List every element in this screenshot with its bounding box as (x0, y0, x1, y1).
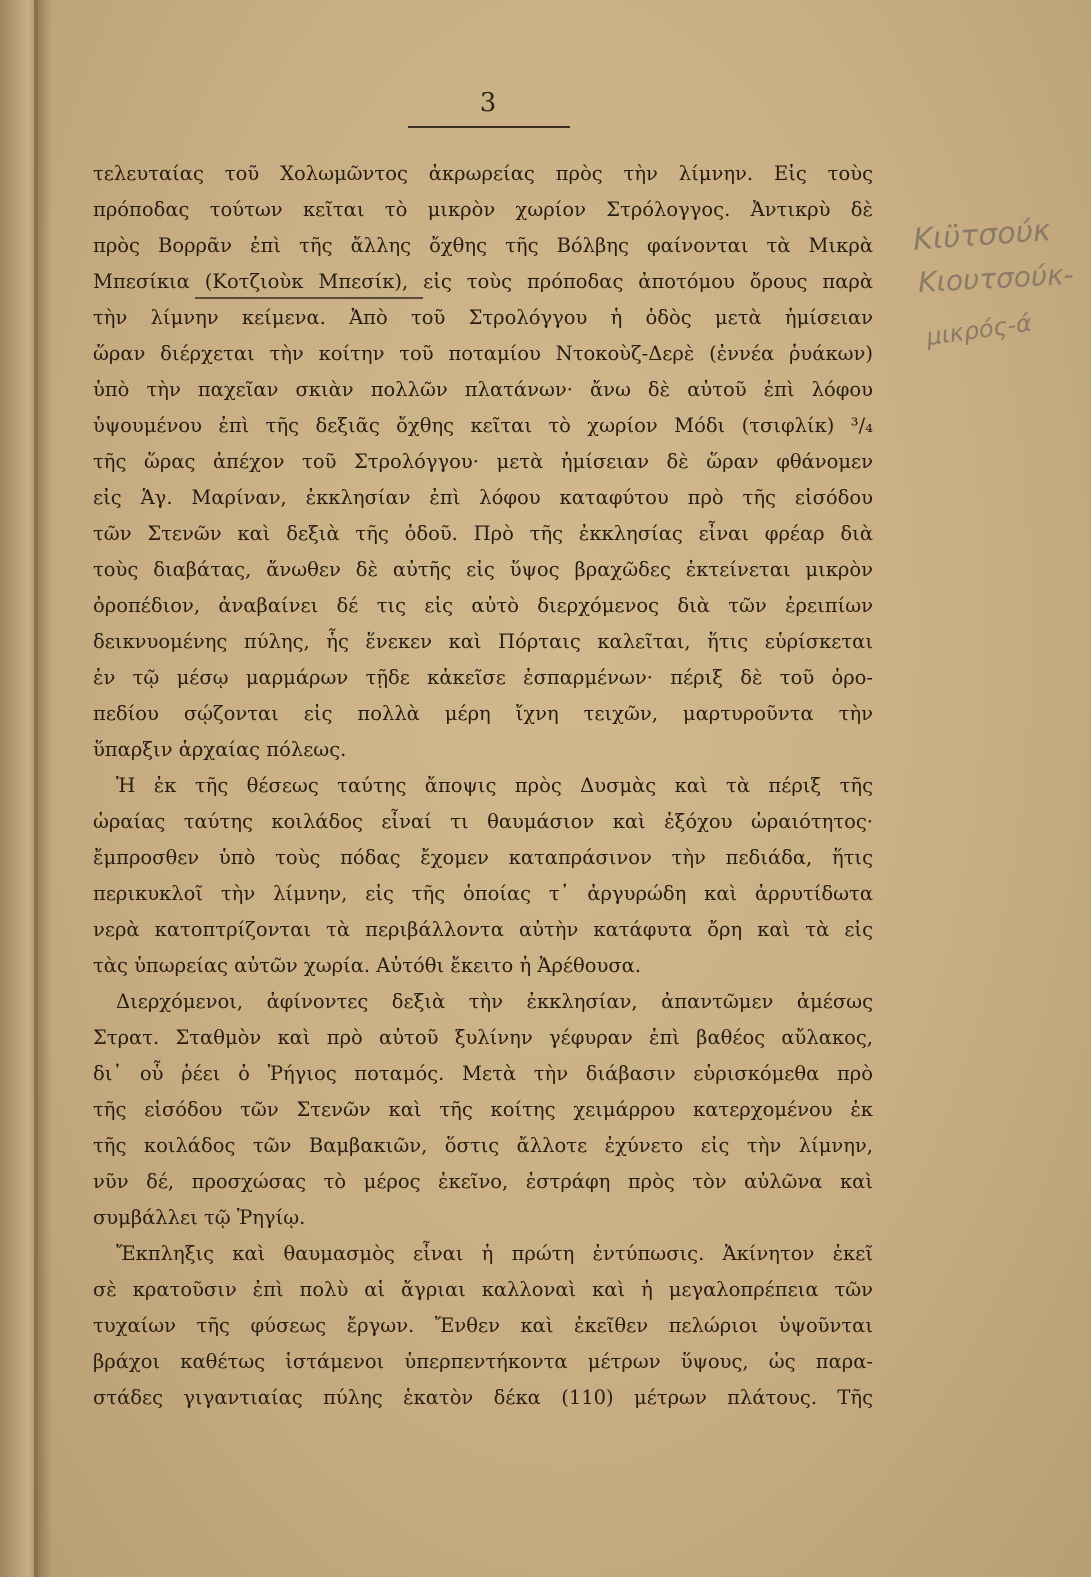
text-line: ὑπὸ τὴν παχεῖαν σκιὰν πολλῶν πλατάνων· ἄνω δὲ αὐτοῦ ἐπὶ λόφου (93, 378, 873, 401)
text-line: ὀροπέδιον, ἀναβαίνει δέ τις εἰς αὐτὸ διερχόμενος διὰ τῶν ἐρειπίων (93, 594, 873, 617)
text-line: τοὺς διαβάτας, ἄνωθεν δὲ αὐτῆς εἰς ὕψος βραχῶδες ἐκτείνεται μικρὸν (93, 558, 873, 581)
text-line: εἰς Ἁγ. Μαρίναν, ἐκκλησίαν ἐπὶ λόφου καταφύτου πρὸ τῆς εἰσόδου (93, 486, 873, 509)
text-line: τὴν λίμνην κείμενα. Ἀπὸ τοῦ Στρολόγγου ἡ ὁδὸς μετὰ ἡμίσειαν (93, 306, 873, 329)
text-line: τὰς ὑπωρείας αὐτῶν χωρία. Αὐτόθι ἔκειτο ἡ Ἀρέθουσα. (93, 954, 642, 977)
margin-note: Κιϋτσούκ (911, 213, 1052, 258)
text-line: Μπεσίκια (Κοτζιοὺκ Μπεσίκ), εἰς τοὺς πρόποδας ἀποτόμου ὄρους παρὰ (93, 270, 873, 293)
text-line: τῆς ὥρας ἀπέχον τοῦ Στρολόγγου· μετὰ ἡμίσειαν δὲ ὥραν φθάνομεν (93, 450, 873, 473)
text-line: τυχαίων τῆς φύσεως ἔργων. Ἔνθεν καὶ ἐκεῖθεν πελώριοι ὑψοῦνται (93, 1314, 873, 1337)
text-line: τῶν Στενῶν καὶ δεξιὰ τῆς ὁδοῦ. Πρὸ τῆς ἐκκλησίας εἶναι φρέαρ διὰ (93, 522, 873, 545)
gutter-shadow (34, 0, 52, 1577)
text-line: δεικνυομένης πύλης, ἧς ἕνεκεν καὶ Πόρταις καλεῖται, ἥτις εὑρίσκεται (93, 630, 873, 653)
text-line: ἔμπροσθεν ὑπὸ τοὺς πόδας ἔχομεν καταπράσινον τὴν πεδιάδα, ἥτις (93, 846, 873, 869)
text-line: νερὰ κατοπτρίζονται τὰ περιβάλλοντα αὐτὴν κατάφυτα ὄρη καὶ τὰ εἰς (93, 918, 873, 941)
page-number: 3 (479, 88, 497, 118)
text-line: ἐν τῷ μέσῳ μαρμάρων τῇδε κἀκεῖσε ἐσπαρμένων· πέριξ δὲ τοῦ ὀρο- (93, 666, 873, 689)
text-line: Ἔκπληξις καὶ θαυμασμὸς εἶναι ἡ πρώτη ἐντύπωσις. Ἀκίνητον ἐκεῖ (116, 1242, 873, 1265)
text-line: τῆς κοιλάδος τῶν Βαμβακιῶν, ὅστις ἄλλοτε ἐχύνετο εἰς τὴν λίμνην, (93, 1134, 873, 1157)
text-line: περικυκλοῖ τὴν λίμνην, εἰς τῆς ὁποίας τ᾿ ἀργυρώδη καὶ ἀρρυτίδωτα (93, 882, 873, 905)
book-page (38, 0, 1091, 1577)
text-line: πρόποδας τούτων κεῖται τὸ μικρὸν χωρίον Στρόλογγος. Ἀντικρὺ δὲ (93, 198, 873, 221)
text-line: βράχοι καθέτως ἱστάμενοι ὑπερπεντήκοντα μέτρων ὕψους, ὡς παρα- (93, 1350, 873, 1373)
text-line: ὡραίας ταύτης κοιλάδος εἶναί τι θαυμάσιον καὶ ἐξόχου ὡραιότητος· (93, 810, 873, 833)
text-line: στάδες γιγαντιαίας πύλης ἑκατὸν δέκα (110) μέτρων πλάτους. Τῆς (93, 1386, 873, 1409)
handwritten-underline (195, 297, 423, 299)
header-rule (408, 126, 570, 128)
text-line: δι᾿ οὗ ῥέει ὁ Ῥήγιος ποταμός. Μετὰ τὴν διάβασιν εὑρισκόμεθα πρὸ (93, 1062, 873, 1085)
text-line: σὲ κρατοῦσιν ἐπὶ πολὺ αἱ ἄγριαι καλλοναὶ καὶ ἡ μεγαλοπρέπεια τῶν (93, 1278, 873, 1301)
book-spine-edge (0, 0, 38, 1577)
margin-note: Κιουτσούκ- (917, 257, 1075, 300)
text-line: Διερχόμενοι, ἀφίνοντες δεξιὰ τὴν ἐκκλησίαν, ἀπαντῶμεν ἀμέσως (116, 990, 873, 1013)
text-line: Ἡ ἐκ τῆς θέσεως ταύτης ἄποψις πρὸς Δυσμὰς καὶ τὰ πέριξ τῆς (116, 774, 873, 797)
text-line: τῆς εἰσόδου τῶν Στενῶν καὶ τῆς κοίτης χειμάρρου κατερχομένου ἐκ (93, 1098, 873, 1121)
margin-note: μικρός-ά (924, 308, 1034, 352)
text-line: τελευταίας τοῦ Χολωμῶντος ἀκρωρείας πρὸς τὴν λίμνην. Εἰς τοὺς (93, 162, 873, 185)
text-line: πεδίου σῴζονται εἰς πολλὰ μέρη ἴχνη τειχῶν, μαρτυροῦντα τὴν (93, 702, 873, 725)
text-line: πρὸς Βορρᾶν ἐπὶ τῆς ἄλλης ὄχθης τῆς Βόλβης φαίνονται τὰ Μικρὰ (93, 234, 873, 257)
text-line: ὕπαρξιν ἀρχαίας πόλεως. (93, 738, 347, 761)
text-line: συμβάλλει τῷ Ῥηγίῳ. (93, 1206, 306, 1229)
text-line: ὑψουμένου ἐπὶ τῆς δεξιᾶς ὄχθης κεῖται τὸ χωρίον Μόδι (τσιφλίκ) ³/₄ (93, 414, 873, 437)
text-line: ὥραν διέρχεται τὴν κοίτην τοῦ ποταμίου Ντοκοὺζ-Δερὲ (ἐννέα ῥυάκων) (93, 342, 873, 365)
text-line: Στρατ. Σταθμὸν καὶ πρὸ αὐτοῦ ξυλίνην γέφυραν ἐπὶ βαθέος αὔλακος, (93, 1026, 873, 1049)
text-line: νῦν δέ, προσχώσας τὸ μέρος ἐκεῖνο, ἐστράφη πρὸς τὸν αὐλῶνα καὶ (93, 1170, 873, 1193)
